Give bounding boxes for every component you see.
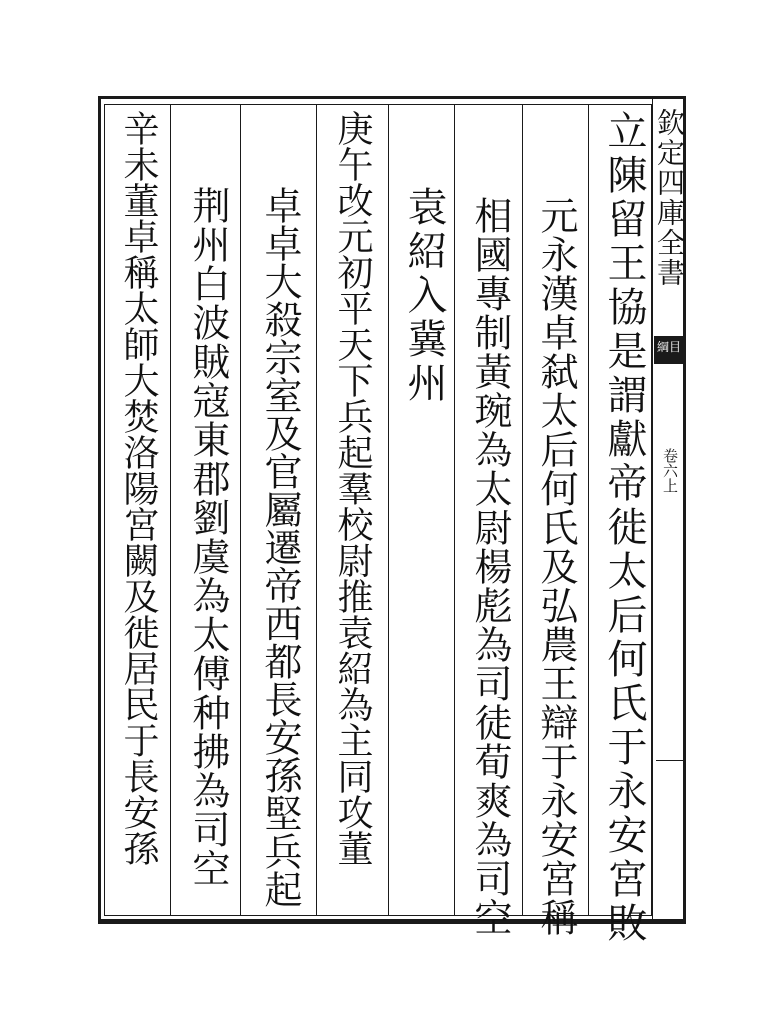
text-column-4: 袁紹入冀州 <box>401 186 447 406</box>
column-divider <box>454 104 455 916</box>
column-divider <box>522 104 523 916</box>
text-column-3: 相國專制黃琬為太尉楊彪為司徒荀爽為司空 <box>468 196 512 937</box>
text-column-8: 辛未董卓稱太師大焚洛陽宮闕及徙居民于長安孫 <box>118 110 159 866</box>
column-divider <box>388 104 389 916</box>
column-divider <box>170 104 171 916</box>
column-divider <box>316 104 317 916</box>
column-divider <box>240 104 241 916</box>
margin-rule <box>656 760 684 761</box>
text-column-1: 立陳留王協是謂獻帝徙太后何氏于永安宮敗 <box>601 110 647 946</box>
text-column-6: 卓卓大殺宗室及官屬遷帝西都長安孫堅兵起 <box>258 186 302 908</box>
margin-volume: 卷六上 <box>661 448 679 493</box>
text-column-5: 庚午改元初平天下兵起羣校尉推袁紹為主同攻董 <box>332 110 373 866</box>
margin-book-title: 欽定四庫全書 <box>653 108 686 288</box>
column-divider <box>588 104 589 916</box>
fishtail-label: 綱目 <box>656 340 681 354</box>
text-column-2: 元永漢卓弑太后何氏及弘農王辯于永安宮稱 <box>534 196 578 937</box>
text-column-7: 荆州白波賊寇東郡劉虞為太傅种拂為司空 <box>186 186 230 888</box>
